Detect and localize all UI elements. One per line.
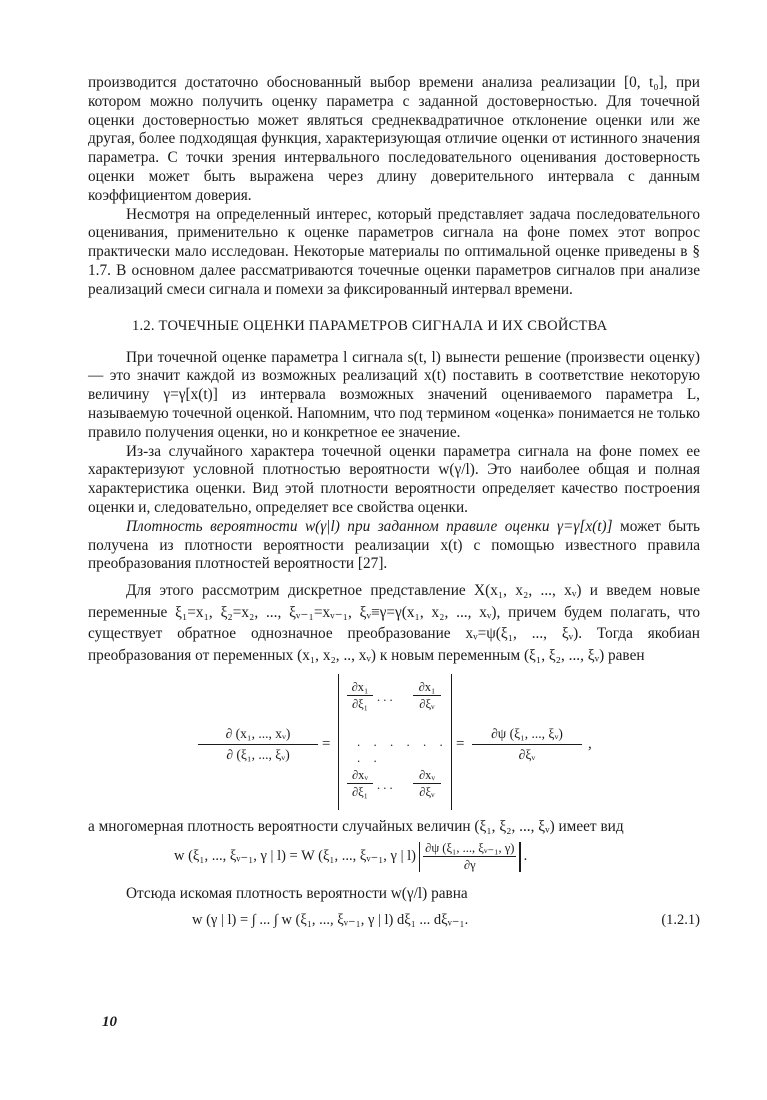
integral-formula-text: w (γ | l) = ∫ ... ∫ w (ξ₁, ..., ξᵥ₋₁, γ | l) dξ₁ ... dξᵥ₋₁. <box>192 911 469 928</box>
density-fraction <box>423 841 516 872</box>
page-number: 10 <box>102 1014 117 1030</box>
matrix-cell-11-num: ∂x₁ <box>351 680 369 695</box>
paragraph-4: Из-за случайного характера точечной оценки параметра сигнала на фоне помех ее характеризуют условной плотностью вероятности w(γ/l). Это наиболее общая и полная характеристика оценки. Вид этой плотности вероятности определяет качество построения оценки и, следовательно, определяет все свойства оценки. <box>88 442 700 516</box>
abs-bar-right <box>519 842 520 872</box>
matrix-dots-row: . . . . . . . . <box>357 734 448 766</box>
jacobian-rhs-numerator: ∂ψ (ξ₁, ..., ξᵥ) <box>491 726 563 742</box>
density-formula <box>88 837 700 881</box>
matrix-hdots-top: . . . <box>377 690 393 705</box>
matrix-cell-21 <box>347 768 373 799</box>
matrix-cell-22-den: ∂ξᵥ <box>413 783 441 799</box>
matrix-cell-12 <box>413 680 441 711</box>
matrix-cell-11-den: ∂ξ₁ <box>347 695 373 711</box>
density-formula-content <box>174 841 527 872</box>
paragraph-1: производится достаточно обоснованный выбор времени анализа реализации [0, t₀], при котором можно получить оценку параметра с заданной достоверностью. Для точечной оценки достоверностью может являться среднеквадратичное отклонение оценки или же другая, более подходящая функция, характеризующая отличие оценки от истинного значения параметра. С точки зрения интервального последовательного оценивания достоверность оценки может быть выражена через длину доверительного интервала с данным коэффициентом доверия. <box>88 74 700 204</box>
paragraph-8: Отсюда искомая плотность вероятности w(γ/l) равна <box>126 885 468 903</box>
section-title: 1.2. ТОЧЕЧНЫЕ ОЦЕНКИ ПАРАМЕТРОВ СИГНАЛА И ИХ СВОЙСТВА <box>132 317 608 334</box>
paragraph-3: При точечной оценке параметра l сигнала s(t, l) вынести решение (произвести оценку) — это значит каждой из возможных реализаций x(t) поставить в соответствие некоторую величину γ=γ[x(t)] из интервала возможных значений оцениваемого параметра L, называемую точечной оценкой. Напомним, что под термином «оценка» понимается не только правило получения оценки, но и конкретное ее значение. <box>88 348 700 441</box>
matrix-hdots-bottom: . . . <box>377 778 393 793</box>
paragraph-5-rest: может быть получена из плотности вероятности реализации x(t) с помощью известного правила преобразования плотностей вероятности [27]. <box>88 517 700 573</box>
jacobian-determinant <box>338 674 452 810</box>
matrix-cell-21-den: ∂ξ₁ <box>347 783 373 799</box>
density-fraction-num: ∂ψ (ξ₁, ..., ξᵥ₋₁, γ) <box>425 841 515 856</box>
matrix-cell-12-den: ∂ξᵥ <box>413 695 441 711</box>
paragraph-6: Для этого рассмотрим дискретное представление X(x₁, x₂, ..., xᵥ) и введем новые переменные ξ₁=x₁, ξ₂=x₂, ..., ξᵥ₋₁=xᵥ₋₁, ξᵥ≡γ=γ(x₁, x₂, ..., xᵥ), причем будем полагать, что существует обратное однозначное преобразование xᵥ=ψ(ξ₁, ..., ξᵥ). Тогда якобиан преобразования от переменных (x₁, x₂, .., xᵥ) к новым переменным (ξ₁, ξ₂, ..., ξᵥ) равен <box>88 582 700 664</box>
abs-bar-left <box>419 842 420 872</box>
paragraph-7: а многомерная плотность вероятности случайных величин (ξ₁, ξ₂, ..., ξᵥ) имеет вид <box>88 818 624 836</box>
jacobian-equation <box>88 672 700 812</box>
density-formula-end: . <box>523 848 528 865</box>
jacobian-rhs-denominator: ∂ξᵥ <box>472 744 582 763</box>
paragraph-5 <box>88 518 700 574</box>
jacobian-lhs <box>198 726 318 763</box>
jacobian-comma: , <box>588 736 592 753</box>
matrix-cell-11 <box>347 680 373 711</box>
integral-formula <box>88 904 700 936</box>
density-formula-left: w (ξ₁, ..., ξᵥ₋₁, γ | l) = W (ξ₁, ..., ξᵥ₋₁, γ | l) <box>174 848 416 865</box>
matrix-cell-12-num: ∂x₁ <box>418 680 436 695</box>
jacobian-rhs <box>472 726 582 763</box>
jacobian-equals-right: = <box>456 736 465 753</box>
matrix-cell-22 <box>413 768 441 799</box>
matrix-cell-22-num: ∂xᵥ <box>418 768 436 783</box>
paragraph-2: Несмотря на определенный интерес, который представляет задача последовательного оценивания, применительно к оценке параметров сигнала на фоне помех этот вопрос практически мало исследован. Некоторые материалы по оптимальной оценке приведены в § 1.7. В основном далее рассматриваются точечные оценки параметров сигналов при анализе реализаций смеси сигнала и помехи за фиксированный интервал времени. <box>88 205 700 298</box>
equation-number: (1.2.1) <box>661 911 700 928</box>
paragraph-5-italic: Плотность вероятности w(γ|l) при заданном правиле оценки γ=γ[x(t)] <box>126 517 613 535</box>
page-body <box>88 74 700 936</box>
jacobian-lhs-denominator: ∂ (ξ₁, ..., ξᵥ) <box>198 744 318 763</box>
density-fraction-den: ∂γ <box>423 856 516 872</box>
jacobian-lhs-numerator: ∂ (x₁, ..., xᵥ) <box>225 726 291 742</box>
jacobian-equals-left: = <box>322 736 331 753</box>
matrix-cell-21-num: ∂xᵥ <box>351 768 369 783</box>
